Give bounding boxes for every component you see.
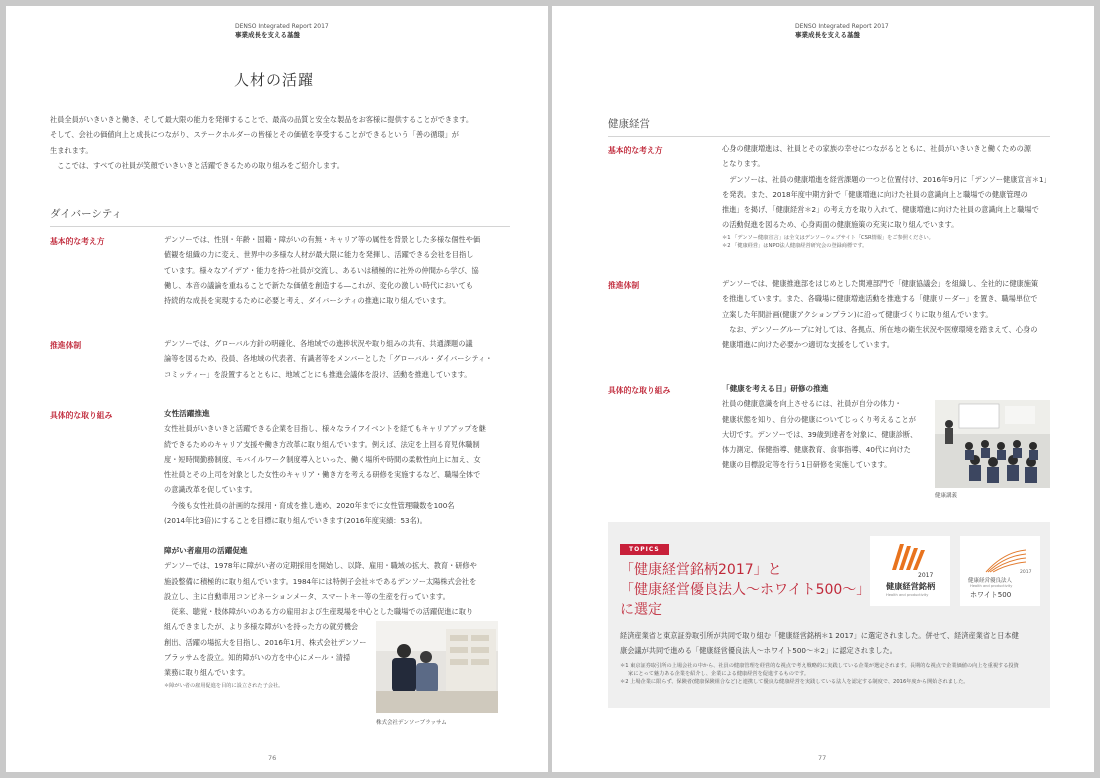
text-line: 社員の健康意識を向上させるには、社員が自分の体力・ <box>722 399 902 409</box>
topics-tag: TOPICS <box>620 544 669 555</box>
topics-title-line: 「健康経営優良法人～ホワイト500～」 <box>620 582 871 598</box>
text-line: ブラッサムを設立。知的障がいの方を中心にメール・清掃 <box>164 653 351 663</box>
text-line: デンソーでは、性別・年齢・国籍・障がいの有無・キャリア等の属性を背景とした多様な個性や価 <box>164 235 481 244</box>
promotion-text <box>164 336 509 382</box>
text-line: デンソーでは、グローバル方針の明確化、各地域での進捗状況や取り組みの共有、共通課題の議 <box>164 339 473 348</box>
page-number: 76 <box>268 754 277 762</box>
text-line: 度・短時間勤務制度、モバイルワーク制度導入といった、働く場所や時間の柔軟性向上に加え、女 <box>164 454 481 464</box>
logo2-name: ホワイト500 <box>970 591 1012 599</box>
text-line: 女性社員がいきいきと活躍できる企業を目指し、様々なライフイベントを経てもキャリアアップを継 <box>164 424 486 434</box>
label-specific: 具体的な取り組み <box>608 386 671 395</box>
text-line: 値観を組織の力に変え、世界中の多様な人材が最大限に能力を発揮し、活躍できる会社を目指し <box>164 250 474 260</box>
text-line: 健康増進に向けた必要かつ適切な支援をしています。 <box>722 340 894 350</box>
text-line: コミッティー」を設置するとともに、地域ごとにも推進会議体を設け、活動を推進しています。 <box>164 369 472 379</box>
right-page <box>552 6 1094 772</box>
photo-caption: 株式会社デンソーブラッサム <box>376 720 447 726</box>
text-line: を推進しています。また、各職場に健康増進活動を推進する「健康リーダー」を置き、職場単位で <box>722 294 1038 304</box>
header-section: 事業成長を支える基盤 <box>795 31 860 39</box>
section-heading-health: 健康経営 <box>608 118 650 130</box>
intro-line: 社員全員がいきいきと働き、そして最大限の能力を発揮することで、最高の品質と安全な製品をお客様に提供することができます。 <box>50 115 474 124</box>
label-promotion: 推進体制 <box>50 341 82 350</box>
footnote: ＊2 「健康経営」はNPO法人健康経営研究会の登録商標です。 <box>722 243 868 249</box>
section-divider <box>50 226 510 227</box>
text-line: 施設整備に積極的に取り組んでいます。1984年には特例子会社＊であるデンソー太陽株式会社を <box>164 576 477 586</box>
logo1-year: 2017 <box>918 572 934 579</box>
text-line: 設立し、主に自動車用コンピネーションメータ、スマートキー等の生産を行っています。 <box>164 591 450 601</box>
label-basic: 基本的な考え方 <box>608 146 663 155</box>
page-number: 77 <box>818 754 827 762</box>
photo-caption: 健康講義 <box>935 493 958 499</box>
promotion-text <box>722 276 1052 352</box>
footnote: ＊2 上場企業に限らず、保険者(健康保険組合など)と連携して優良な健康経営を実践している法人を認定する制度で、2016年度から開始されました。 <box>620 679 969 685</box>
text-line: 働し、本音の議論を重ねることで新たな価値を創造する―これが、変化の激しい時代においても <box>164 280 474 290</box>
subheading-health-day: 「健康を考える日」研修の推進 <box>722 384 829 393</box>
text-line: 経済産業省と東京証券取引所が共同で取り組む「健康経営銘柄＊1 2017」に選定されました。併せて、経済産業省と日本健 <box>620 631 1019 640</box>
text-line: 業務に取り組んでいます。 <box>164 668 250 678</box>
text-line: 心身の健康増進は、社員とその家族の幸せにつながるとともに、社員がいきいきと働くための源 <box>722 144 1031 153</box>
text-line: デンソーでは、健康推進部をはじめとした関連部門で「健康協議会」を組織し、全社的に健康施策 <box>722 279 1039 288</box>
text-line: を発表。また、2018年度中期方針で「健康増進に向けた社員の意識向上と職場での健康管理の <box>722 189 1028 199</box>
topics-footnotes <box>620 662 1045 686</box>
intro-line: ここでは、すべての社員が笑顔でいきいきと活躍できるための取り組みをご紹介します。 <box>57 160 344 170</box>
text-line: 続できるためのキャリア支援や働き方改革に取り組んでいます。例えば、法定を上回る育児休職制 <box>164 439 480 449</box>
text-line: 持続的な成長を実現するために必要と考え、ダイバーシティの推進に取り組んでいます。 <box>164 296 451 306</box>
logo2-sub: Health and productivity <box>970 584 1013 588</box>
topics-title-line: に選定 <box>620 602 662 618</box>
text-line: 組んできましたが、より多様な障がいを持った方の就労機会 <box>164 622 359 632</box>
logo-white-500 <box>960 536 1040 606</box>
footnote: ＊1 「デンソー健康宣言」は全文はデンソーウェブサイト「CSR情報」をご参照ください。 <box>722 235 934 241</box>
text-line: ています。様々なアイデア・能力を持つ社員が交流し、あるいは積極的に社外の仲間から学び、協 <box>164 265 479 275</box>
label-promotion: 推進体制 <box>608 281 640 290</box>
intro-line: 生まれます。 <box>50 145 93 155</box>
page-header <box>235 22 329 40</box>
subheading-women: 女性活躍推進 <box>164 409 210 418</box>
basic-text <box>722 141 1052 233</box>
topics-text <box>620 629 1045 658</box>
label-specific: 具体的な取り組み <box>50 411 113 420</box>
text-line: 従来、聴覚・肢体障がいのある方の雇用および生産現場を中心とした職場での活躍促進に取り <box>171 607 474 617</box>
basic-footnotes <box>722 234 934 250</box>
logo1-name: 健康経営銘柄 <box>886 581 936 591</box>
text-line: となります。 <box>722 159 765 169</box>
text-line: 健康の目標設定等を行う1日研修を実施しています。 <box>722 460 892 470</box>
section-heading-diversity: ダイバーシティ <box>50 208 123 220</box>
subheading-disability: 障がい者雇用の活躍促進 <box>164 546 248 555</box>
header-report: DENSO Integrated Report 2017 <box>795 23 889 30</box>
text-line: デンソーでは、1978年に障がい者の定期採用を開始し、以降、雇用・職域の拡大、教育・研修や <box>164 561 477 571</box>
text-line: 性社員とその上司を対象とした女性のキャリア・働き方を考える研修を実施するなど、職場全体で <box>164 470 481 480</box>
text-line: 推進」を掲げ、「健康経営＊2」の考え方を取り入れて、健康増進に向けた社員の意識向上と職場で <box>722 205 1039 215</box>
text-line: 創出、活躍の場拡大を目指し、2016年1月、株式会社デンソー <box>164 637 367 647</box>
text-line: の意識改革を促しています。 <box>164 485 257 495</box>
intro-line: そして、会社の価値向上と成長につながり、ステークホルダーの皆様とその価値を享受することができるという「善の循環」が <box>50 130 459 140</box>
topics-title-line: 「健康経営銘柄2017」と <box>620 562 782 578</box>
intro-text <box>50 112 510 173</box>
section-divider <box>608 136 1050 137</box>
text-line: なお、デンソーグループに対しては、各拠点、所在地の衛生状況や医療環境を踏まえて、心身の <box>729 324 1038 334</box>
header-section: 事業成長を支える基盤 <box>235 31 300 39</box>
women-section <box>164 406 509 528</box>
photo-illustration <box>935 400 1050 488</box>
basic-text <box>164 232 509 308</box>
text-line: の活動促進を図るため、心身両面の健康施策の充実に取り組んでいます。 <box>722 220 959 230</box>
text-line: 論等を図るため、役員、各地域の代表者、有識者等をメンバーとした「グローバル・ダイバーシティ・ <box>164 354 493 364</box>
text-line: 健康状態を知り、自分の健康についてじっくり考えることが <box>722 414 916 424</box>
photo-illustration <box>376 621 498 713</box>
footnote: ＊1 東京証券取引所の上場会社の中から、社員の健康管理を経営的な視点で考え戦略的に実践している企業が選定されます。長期的な視点で企業価値の向上を重視する投資 <box>620 663 1019 669</box>
text-line: 今後も女性社員の計画的な採用・育成を推し進め、2020年までに女性管理職数を100名 <box>171 500 455 510</box>
photo-denso-blossom <box>376 621 498 713</box>
left-page <box>6 6 548 772</box>
text-line: 大切です。デンソーでは、39歳到達者を対象に、健康診断、 <box>722 429 918 439</box>
logo2-top: 健康経営優良法人 <box>968 578 1013 584</box>
text-line: 立案した年間計画(健康アクションプラン)に沿って健康づくりに取り組んでいます。 <box>722 309 993 319</box>
footnote: 家にとって魅力ある企業を紹介し、企業による健康経営を促進するものです。 <box>628 671 810 677</box>
text-line: 体力測定、保健指導、健康教育、食事指導、40代に向けた <box>722 445 911 455</box>
page-header <box>795 22 889 40</box>
logo-health-brand-2017 <box>870 536 950 606</box>
text-line: 康会議が共同で進める「健康経営優良法人～ホワイト500～＊2」に認定されました。 <box>620 645 897 655</box>
text-line: デンソーは、社員の健康増進を経営課題の一つと位置付け、2016年9月に「デンソー健康宣言＊1」 <box>729 174 1051 184</box>
specific-text <box>722 381 937 473</box>
header-report: DENSO Integrated Report 2017 <box>235 23 329 30</box>
topics-title <box>620 560 870 620</box>
logo2-year: 2017 <box>1020 570 1032 575</box>
photo-health-lecture <box>935 400 1050 488</box>
topics-box <box>608 522 1050 708</box>
text-line: (2014年比3倍)にすることを目標に取り組んでいきます(2016年度実績：53名)。 <box>164 516 427 526</box>
label-basic: 基本的な考え方 <box>50 237 105 246</box>
page-title: 人材の活躍 <box>234 71 315 89</box>
logo1-sub: Health and productivity <box>886 593 929 597</box>
disability-footnote: ＊障がい者の雇用促進を目的に設立された子会社。 <box>164 683 284 689</box>
